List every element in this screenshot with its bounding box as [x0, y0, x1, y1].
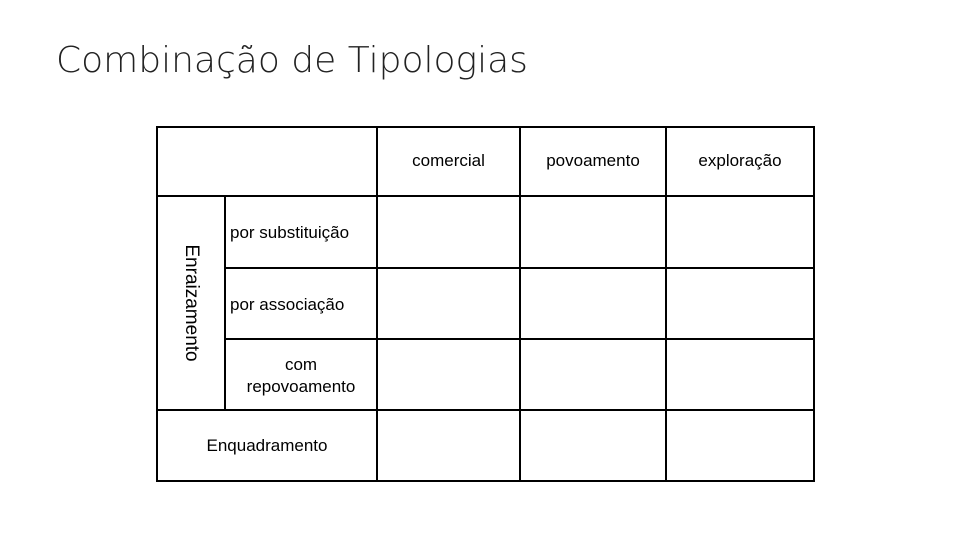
row-label-por-associacao: por associação [230, 295, 345, 314]
table-border-left [156, 126, 158, 482]
row-label-com-repovoamento-line1: com [284, 355, 318, 374]
table-border-bottom [156, 480, 815, 482]
row-group-label: Enraizamento [181, 244, 202, 362]
column-header-exploracao: exploração [698, 151, 782, 170]
slide-title: Combinação de Tipologias [56, 40, 528, 81]
column-header-comercial: comercial [412, 151, 485, 170]
row-divider-2 [224, 338, 815, 340]
col-divider-2 [665, 126, 667, 482]
row-divider-3 [156, 409, 815, 411]
table-border-right [813, 126, 815, 482]
row-label-por-substituicao: por substituição [230, 223, 350, 242]
row-divider-1 [224, 267, 815, 269]
col-divider-label [376, 126, 378, 482]
table-border-top [156, 126, 815, 128]
typology-table [156, 126, 815, 482]
header-divider [156, 195, 815, 197]
col-divider-1 [519, 126, 521, 482]
row-label-com-repovoamento-line2: repovoamento [246, 377, 356, 396]
column-header-povoamento: povoamento [546, 151, 640, 170]
row-label-enquadramento: Enquadramento [206, 436, 328, 455]
